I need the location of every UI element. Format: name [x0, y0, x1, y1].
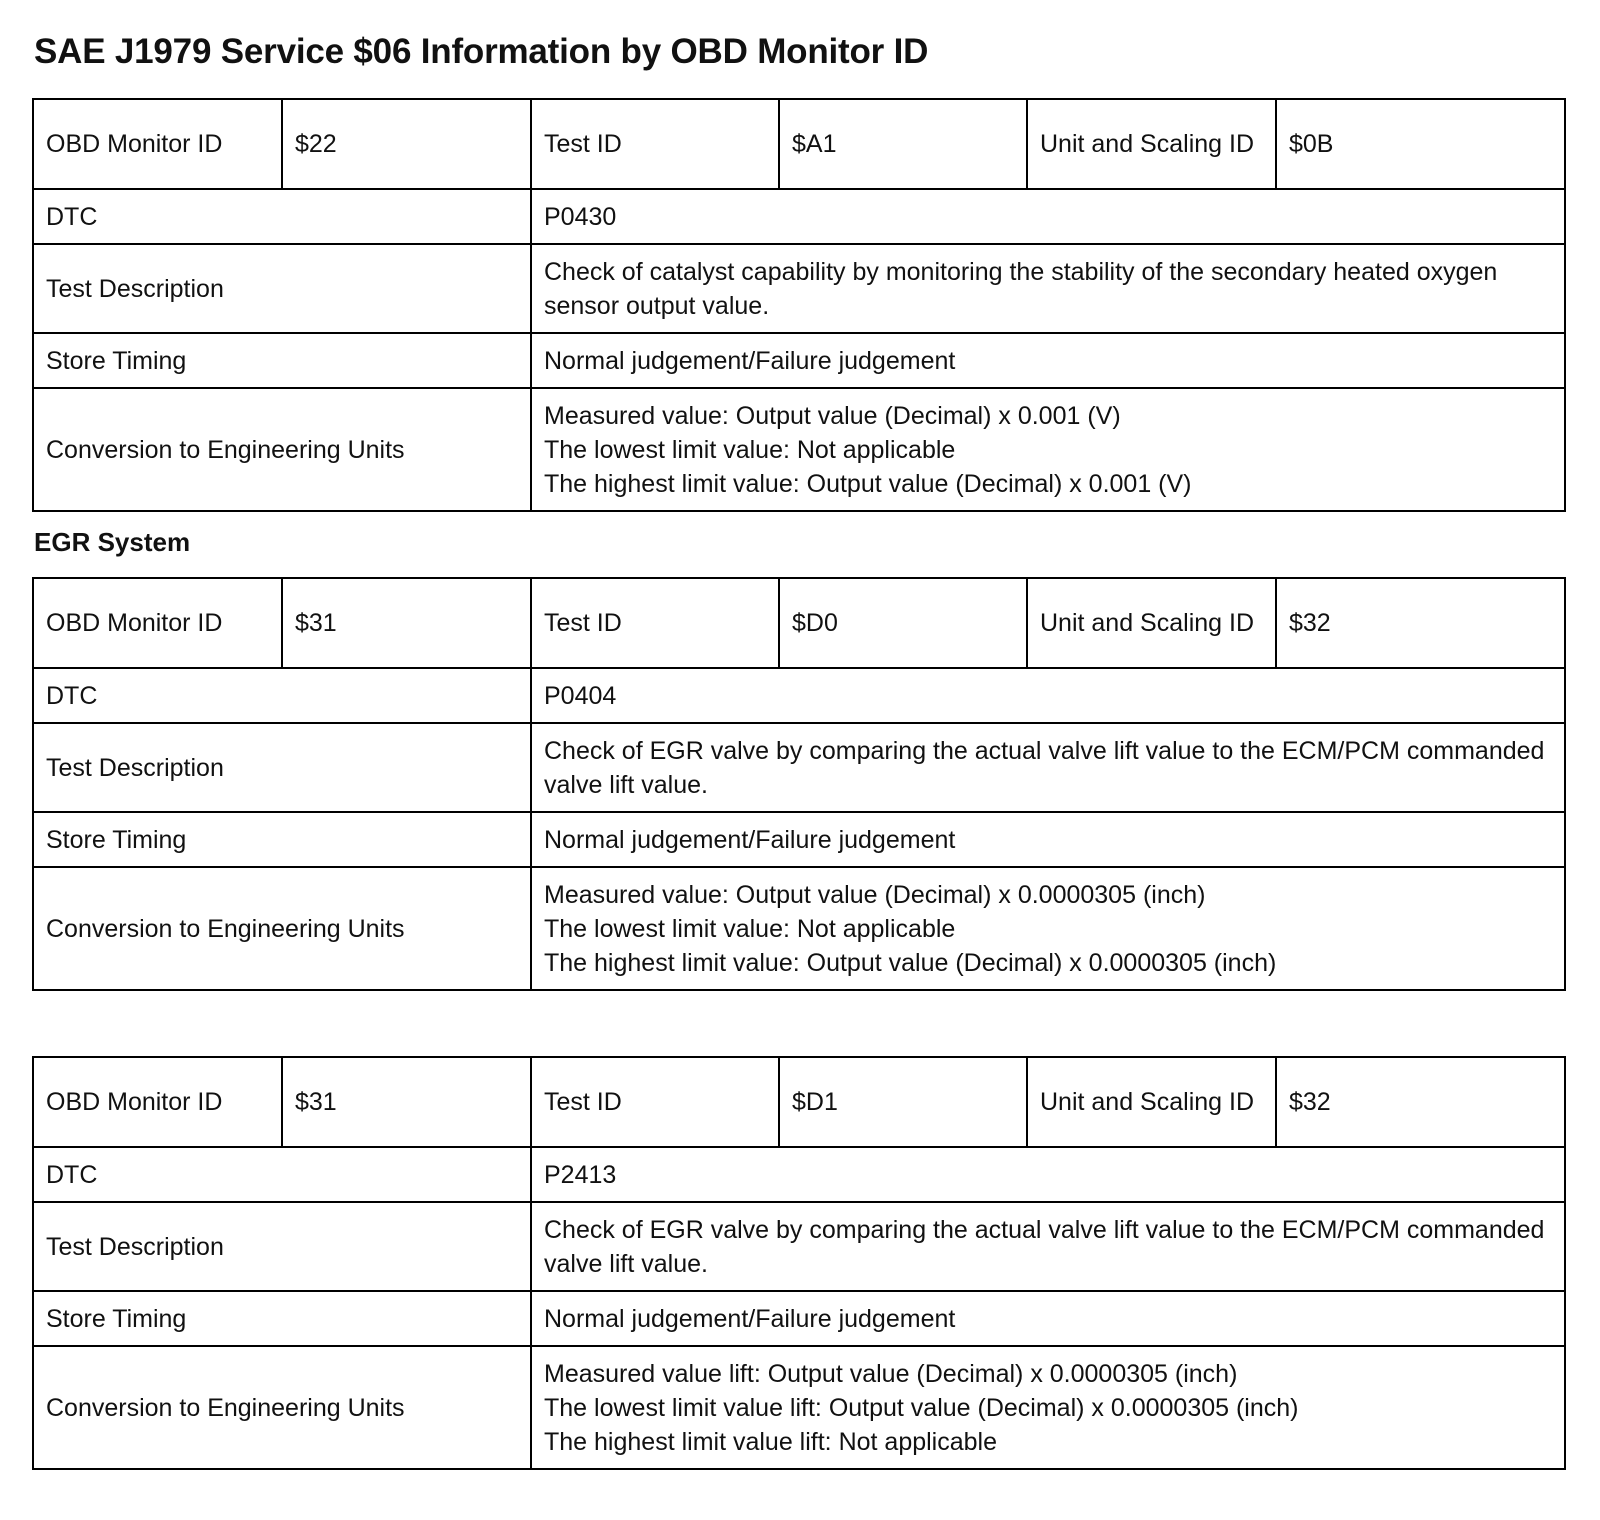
- obd-monitor-id-label: OBD Monitor ID: [33, 578, 282, 668]
- conversion-value: [531, 388, 1565, 511]
- store-timing-value: Normal judgement/Failure judgement: [531, 1291, 1565, 1346]
- unit-scaling-id-label: Unit and Scaling ID: [1027, 578, 1276, 668]
- id-row: [33, 99, 1565, 189]
- section-heading-egr-system: EGR System: [34, 527, 191, 557]
- test-description-value: Check of EGR valve by comparing the actual valve lift value to the ECM/PCM commanded valve lift value.: [531, 723, 1565, 812]
- store-timing-label: Store Timing: [33, 333, 531, 388]
- unit-scaling-id-label: Unit and Scaling ID: [1027, 99, 1276, 189]
- dtc-row: [33, 668, 1565, 723]
- dtc-value: P0404: [531, 668, 1565, 723]
- test-description-label: Test Description: [33, 1202, 531, 1291]
- obd-monitor-id-value: $31: [282, 1057, 531, 1147]
- conversion-row: [33, 867, 1565, 990]
- store-timing-value: Normal judgement/Failure judgement: [531, 812, 1565, 867]
- conversion-lowest-limit: The lowest limit value lift: Output value (Decimal) x 0.0000305 (inch): [544, 1393, 1299, 1422]
- test-description-row: [33, 1202, 1565, 1291]
- test-id-label: Test ID: [531, 1057, 779, 1147]
- obd-monitor-id-value: $31: [282, 578, 531, 668]
- conversion-lowest-limit: The lowest limit value: Not applicable: [544, 914, 956, 943]
- id-row: [33, 1057, 1565, 1147]
- test-description-row: [33, 723, 1565, 812]
- obd-monitor-id-value: $22: [282, 99, 531, 189]
- dtc-value: P2413: [531, 1147, 1565, 1202]
- unit-scaling-id-value: $0B: [1276, 99, 1565, 189]
- conversion-measured: Measured value lift: Output value (Decimal) x 0.0000305 (inch): [544, 1359, 1238, 1388]
- unit-scaling-id-value: $32: [1276, 1057, 1565, 1147]
- obd-monitor-id-label: OBD Monitor ID: [33, 1057, 282, 1147]
- conversion-label: Conversion to Engineering Units: [33, 1346, 531, 1469]
- conversion-measured: Measured value: Output value (Decimal) x 0.0000305 (inch): [544, 880, 1206, 909]
- test-id-value: $D0: [779, 578, 1027, 668]
- monitor-table-31-d1: [32, 1056, 1566, 1470]
- dtc-row: [33, 1147, 1565, 1202]
- conversion-highest-limit: The highest limit value lift: Not applicable: [544, 1427, 998, 1456]
- conversion-measured: Measured value: Output value (Decimal) x 0.001 (V): [544, 401, 1121, 430]
- store-timing-row: [33, 333, 1565, 388]
- conversion-label: Conversion to Engineering Units: [33, 388, 531, 511]
- id-row: [33, 578, 1565, 668]
- dtc-label: DTC: [33, 1147, 531, 1202]
- conversion-highest-limit: The highest limit value: Output value (Decimal) x 0.0000305 (inch): [544, 948, 1277, 977]
- test-description-row: [33, 244, 1565, 333]
- dtc-value: P0430: [531, 189, 1565, 244]
- test-description-value: Check of EGR valve by comparing the actual valve lift value to the ECM/PCM commanded valve lift value.: [531, 1202, 1565, 1291]
- conversion-highest-limit: The highest limit value: Output value (Decimal) x 0.001 (V): [544, 469, 1192, 498]
- unit-scaling-id-label: Unit and Scaling ID: [1027, 1057, 1276, 1147]
- conversion-lowest-limit: The lowest limit value: Not applicable: [544, 435, 956, 464]
- monitor-table-22-a1: [32, 98, 1566, 512]
- page-title: SAE J1979 Service $06 Information by OBD Monitor ID: [34, 32, 929, 71]
- test-id-label: Test ID: [531, 99, 779, 189]
- test-id-value: $D1: [779, 1057, 1027, 1147]
- conversion-row: [33, 388, 1565, 511]
- obd-monitor-id-label: OBD Monitor ID: [33, 99, 282, 189]
- store-timing-label: Store Timing: [33, 1291, 531, 1346]
- conversion-label: Conversion to Engineering Units: [33, 867, 531, 990]
- dtc-row: [33, 189, 1565, 244]
- test-id-value: $A1: [779, 99, 1027, 189]
- store-timing-row: [33, 812, 1565, 867]
- store-timing-value: Normal judgement/Failure judgement: [531, 333, 1565, 388]
- test-description-label: Test Description: [33, 244, 531, 333]
- monitor-table-31-d0: [32, 577, 1566, 991]
- test-description-label: Test Description: [33, 723, 531, 812]
- store-timing-label: Store Timing: [33, 812, 531, 867]
- test-description-value: Check of catalyst capability by monitoring the stability of the secondary heated oxygen sensor output value.: [531, 244, 1565, 333]
- dtc-label: DTC: [33, 189, 531, 244]
- unit-scaling-id-value: $32: [1276, 578, 1565, 668]
- store-timing-row: [33, 1291, 1565, 1346]
- conversion-value: [531, 867, 1565, 990]
- dtc-label: DTC: [33, 668, 531, 723]
- test-id-label: Test ID: [531, 578, 779, 668]
- conversion-value: [531, 1346, 1565, 1469]
- conversion-row: [33, 1346, 1565, 1469]
